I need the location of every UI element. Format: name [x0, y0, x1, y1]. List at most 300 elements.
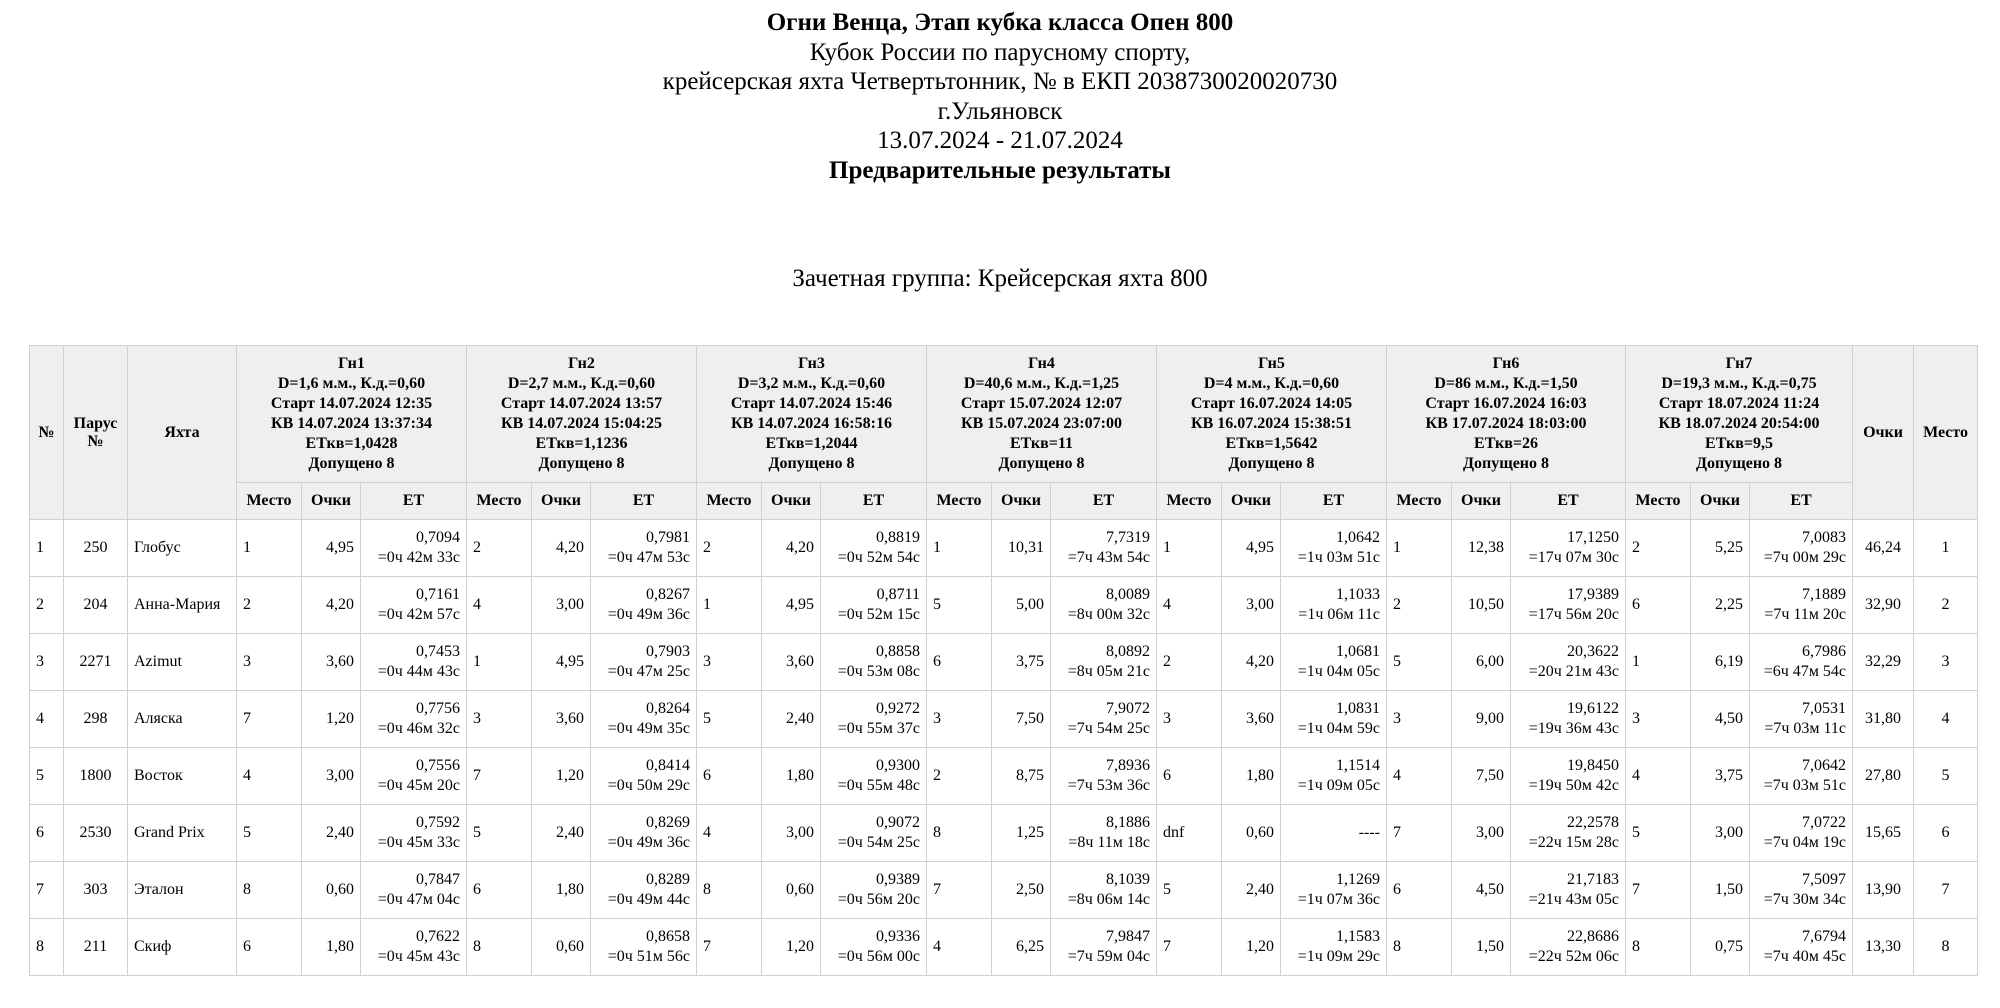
race-7-etkv: ЕТкв=9,5	[1705, 435, 1773, 452]
race-et	[361, 919, 467, 976]
race-points: 3,75	[1691, 748, 1750, 805]
race-5-admitted: Допущено 8	[1228, 455, 1315, 472]
race-et	[1051, 919, 1157, 976]
et-value: 17,1250	[1567, 529, 1619, 546]
race-place: 3	[1387, 691, 1452, 748]
race-6-points-subheader: Очки	[1452, 483, 1511, 520]
race-et	[361, 748, 467, 805]
race-7-kv: КВ 18.07.2024 20:54:00	[1658, 415, 1820, 432]
race-points: 3,75	[992, 634, 1051, 691]
race-header-4	[927, 346, 1157, 483]
race-4-start: Старт 15.07.2024 12:07	[960, 395, 1123, 412]
race-points: 1,20	[302, 691, 361, 748]
et-time: =7ч 00м 29с	[1763, 549, 1847, 566]
race-points: 4,95	[762, 577, 821, 634]
race-5-points-subheader: Очки	[1222, 483, 1281, 520]
race-points: 4,20	[762, 520, 821, 577]
et-value: 22,8686	[1567, 928, 1619, 945]
event-dates: 13.07.2024 - 21.07.2024	[877, 127, 1123, 154]
race-7-name: Гн7	[1725, 355, 1753, 372]
row-number: 3	[30, 634, 64, 691]
et-value: 1,0642	[1336, 529, 1380, 546]
race-4-etkv: ЕТкв=11	[1009, 435, 1074, 452]
et-value: 8,1039	[1106, 871, 1150, 888]
race-4-d: D=40,6 м.м., К.д.=1,25	[963, 375, 1120, 392]
et-time: =0ч 51м 56с	[607, 948, 690, 965]
et-value: 0,7453	[416, 643, 460, 660]
race-4-points-subheader: Очки	[992, 483, 1051, 520]
yacht-name: Azimut	[128, 634, 237, 691]
et-time: =7ч 03м 51с	[1763, 777, 1847, 794]
race-3-etkv: ЕТкв=1,2044	[765, 435, 858, 452]
et-value: 1,0831	[1336, 700, 1380, 717]
sail-number: 303	[64, 862, 128, 919]
race-et	[821, 748, 927, 805]
race-header-6	[1387, 346, 1626, 483]
race-2-d: D=2,7 м.м., К.д.=0,60	[507, 375, 656, 392]
col-yacht-header: Яхта	[128, 346, 237, 520]
col-sail-header-line2: №	[87, 432, 104, 450]
race-points: 3,60	[762, 634, 821, 691]
et-value: 0,8269	[646, 814, 690, 831]
yacht-name: Восток	[128, 748, 237, 805]
race-et	[1750, 805, 1853, 862]
race-et	[1750, 577, 1853, 634]
race-points: 4,95	[302, 520, 361, 577]
et-value: 0,7981	[646, 529, 690, 546]
et-time: =8ч 00м 32с	[1067, 606, 1150, 623]
race-place: 7	[1387, 805, 1452, 862]
et-time: =0ч 54м 25с	[837, 834, 920, 851]
race-et	[1511, 577, 1626, 634]
race-points: 0,60	[302, 862, 361, 919]
sail-number: 211	[64, 919, 128, 976]
col-number-header: №	[30, 346, 64, 520]
race-place: 3	[697, 634, 762, 691]
table-row	[30, 748, 1978, 805]
et-time: =7ч 11м 20с	[1764, 606, 1847, 623]
event-class: крейсерская яхта Четвертьтонник, № в ЕКП 2038730020020730	[662, 68, 1338, 95]
race-points: 2,25	[1691, 577, 1750, 634]
race-5-place-subheader: Место	[1157, 483, 1222, 520]
et-value: 7,1889	[1802, 586, 1847, 603]
race-et	[821, 919, 927, 976]
final-place: 8	[1914, 919, 1978, 976]
race-points: 1,20	[1222, 919, 1281, 976]
et-value: 0,9300	[876, 757, 920, 774]
et-value: 0,7094	[416, 529, 460, 546]
race-6-start: Старт 16.07.2024 16:03	[1425, 395, 1587, 412]
et-value: 7,0083	[1802, 529, 1847, 546]
et-value: 0,9336	[876, 928, 920, 945]
et-value: 0,7756	[416, 700, 460, 717]
race-place: 4	[467, 577, 532, 634]
race-place: 1	[1157, 520, 1222, 577]
race-et	[1051, 862, 1157, 919]
et-time: =19ч 36м 43с	[1528, 720, 1619, 737]
race-4-admitted: Допущено 8	[998, 455, 1085, 472]
report-header	[0, 0, 2000, 185]
race-points: 1,80	[1222, 748, 1281, 805]
et-value: 0,7847	[416, 871, 460, 888]
race-points: 2,40	[302, 805, 361, 862]
race-2-admitted: Допущено 8	[538, 455, 625, 472]
race-et	[1051, 805, 1157, 862]
race-et	[1281, 577, 1387, 634]
et-value: 1,1583	[1336, 928, 1380, 945]
total-points: 32,29	[1853, 634, 1914, 691]
et-time: =1ч 07м 36с	[1297, 891, 1380, 908]
race-et	[1281, 634, 1387, 691]
race-2-name: Гн2	[568, 355, 595, 372]
col-final-place-header: Место	[1914, 346, 1978, 520]
race-place: 3	[237, 634, 302, 691]
race-place: 6	[697, 748, 762, 805]
et-time: =0ч 47м 25с	[607, 663, 690, 680]
race-1-d: D=1,6 м.м., К.д.=0,60	[277, 375, 426, 392]
race-1-name: Гн1	[338, 355, 365, 372]
race-et	[821, 520, 927, 577]
et-time: =7ч 53м 36с	[1067, 777, 1150, 794]
et-time: =0ч 50м 29с	[607, 777, 690, 794]
et-value: 8,0089	[1106, 586, 1150, 603]
et-time: =7ч 30м 34с	[1763, 891, 1847, 908]
et-time: =6ч 47м 54с	[1763, 663, 1847, 680]
race-points: 3,00	[1691, 805, 1750, 862]
race-points: 1,50	[1691, 862, 1750, 919]
race-place: 3	[1626, 691, 1691, 748]
race-et	[1750, 691, 1853, 748]
race-points: 1,20	[762, 919, 821, 976]
race-5-et-subheader: ЕТ	[1281, 483, 1387, 520]
race-et	[591, 748, 697, 805]
race-place: 7	[927, 862, 992, 919]
race-points: 3,00	[762, 805, 821, 862]
event-city: г.Ульяновск	[937, 97, 1063, 125]
race-6-kv: КВ 17.07.2024 18:03:00	[1425, 415, 1587, 432]
race-et	[591, 862, 697, 919]
race-points: 4,20	[1222, 634, 1281, 691]
race-place: 5	[927, 577, 992, 634]
yacht-name: Аляска	[128, 691, 237, 748]
total-points: 32,90	[1853, 577, 1914, 634]
race-3-admitted: Допущено 8	[768, 455, 855, 472]
race-3-et-subheader: ЕТ	[821, 483, 927, 520]
race-place: 6	[467, 862, 532, 919]
race-2-et-subheader: ЕТ	[591, 483, 697, 520]
race-et	[591, 634, 697, 691]
race-et	[1511, 634, 1626, 691]
results-status: Предварительные результаты	[829, 156, 1171, 184]
et-value: 0,8289	[646, 871, 690, 888]
sail-number: 2271	[64, 634, 128, 691]
race-et	[591, 919, 697, 976]
race-4-name: Гн4	[1028, 355, 1055, 372]
col-total-points-header: Очки	[1853, 346, 1914, 520]
race-place: 8	[467, 919, 532, 976]
et-time: =8ч 11м 18с	[1068, 834, 1150, 851]
et-value: 0,7903	[646, 643, 690, 660]
race-et	[361, 691, 467, 748]
row-number: 8	[30, 919, 64, 976]
race-points: 6,00	[1452, 634, 1511, 691]
race-points: 1,25	[992, 805, 1051, 862]
final-place: 1	[1914, 520, 1978, 577]
race-place: 6	[927, 634, 992, 691]
race-et	[1051, 577, 1157, 634]
et-value: 7,6794	[1802, 928, 1847, 945]
race-et	[1511, 805, 1626, 862]
race-points: 1,20	[532, 748, 591, 805]
et-time: =0ч 42м 57с	[377, 606, 460, 623]
et-time: =0ч 56м 20с	[837, 891, 920, 908]
race-place: 8	[1626, 919, 1691, 976]
total-points: 13,30	[1853, 919, 1914, 976]
race-points: 7,50	[1452, 748, 1511, 805]
race-points: 6,25	[992, 919, 1051, 976]
race-et	[1750, 634, 1853, 691]
race-5-etkv: ЕТкв=1,5642	[1225, 435, 1318, 452]
race-points: 4,50	[1691, 691, 1750, 748]
race-points: 6,19	[1691, 634, 1750, 691]
et-time: =0ч 49м 36с	[607, 606, 690, 623]
race-et	[361, 520, 467, 577]
race-place: 5	[697, 691, 762, 748]
race-7-d: D=19,3 м.м., К.д.=0,75	[1661, 375, 1817, 392]
race-header-1	[237, 346, 467, 483]
et-value: 0,7556	[416, 757, 460, 774]
race-et	[1051, 634, 1157, 691]
race-4-et-subheader: ЕТ	[1051, 483, 1157, 520]
et-time: =7ч 03м 11с	[1764, 720, 1847, 737]
et-time: =8ч 05м 21с	[1067, 663, 1150, 680]
race-place: 8	[237, 862, 302, 919]
et-value: 0,8264	[646, 700, 690, 717]
race-place: 1	[697, 577, 762, 634]
race-place: 6	[1387, 862, 1452, 919]
race-et	[1511, 862, 1626, 919]
race-7-start: Старт 18.07.2024 11:24	[1658, 395, 1820, 412]
race-points: 2,40	[532, 805, 591, 862]
et-time: =0ч 47м 04с	[377, 891, 460, 908]
race-points: 0,60	[532, 919, 591, 976]
subheader-row	[30, 483, 1978, 520]
race-et	[1511, 691, 1626, 748]
yacht-name: Эталон	[128, 862, 237, 919]
race-et	[821, 691, 927, 748]
table-row	[30, 919, 1978, 976]
et-value: 0,7161	[416, 586, 460, 603]
race-place: 3	[927, 691, 992, 748]
et-time: =0ч 55м 37с	[837, 720, 920, 737]
table-row	[30, 691, 1978, 748]
race-et	[361, 634, 467, 691]
race-points: 4,20	[532, 520, 591, 577]
race-7-points-subheader: Очки	[1691, 483, 1750, 520]
race-2-place-subheader: Место	[467, 483, 532, 520]
et-time: =8ч 06м 14с	[1067, 891, 1150, 908]
race-points: 5,25	[1691, 520, 1750, 577]
race-points: 0,60	[762, 862, 821, 919]
race-3-place-subheader: Место	[697, 483, 762, 520]
et-value: 22,2578	[1567, 814, 1619, 831]
race-points: 3,00	[1452, 805, 1511, 862]
race-points: 8,75	[992, 748, 1051, 805]
total-points: 13,90	[1853, 862, 1914, 919]
et-value: 8,1886	[1106, 814, 1150, 831]
sail-number: 2530	[64, 805, 128, 862]
et-time: =7ч 54м 25с	[1067, 720, 1150, 737]
et-time: =0ч 53м 08с	[837, 663, 920, 680]
et-value: 7,9847	[1106, 928, 1150, 945]
final-place: 6	[1914, 805, 1978, 862]
et-time: =7ч 40м 45с	[1763, 948, 1847, 965]
race-et	[591, 577, 697, 634]
race-6-name: Гн6	[1492, 355, 1520, 372]
race-place: 7	[1626, 862, 1691, 919]
row-number: 7	[30, 862, 64, 919]
et-value: 1,0681	[1336, 643, 1380, 660]
et-value: 8,0892	[1106, 643, 1150, 660]
final-place: 5	[1914, 748, 1978, 805]
race-points: 1,80	[532, 862, 591, 919]
et-value: 1,1514	[1336, 757, 1380, 774]
row-number: 1	[30, 520, 64, 577]
race-place: dnf	[1157, 805, 1222, 862]
race-points: 2,40	[1222, 862, 1281, 919]
et-time: =1ч 04м 05с	[1297, 663, 1380, 680]
col-sail-header	[64, 346, 128, 520]
et-time: =7ч 43м 54с	[1067, 549, 1150, 566]
et-time: =0ч 42м 33с	[377, 549, 460, 566]
race-7-place-subheader: Место	[1626, 483, 1691, 520]
race-points: 3,60	[302, 634, 361, 691]
race-et	[1750, 919, 1853, 976]
et-time: =0ч 52м 54с	[837, 549, 920, 566]
race-4-kv: КВ 15.07.2024 23:07:00	[961, 415, 1122, 432]
et-value: 17,9389	[1567, 586, 1619, 603]
race-3-start: Старт 14.07.2024 15:46	[730, 395, 893, 412]
event-title: Огни Венца, Этап кубка класса Опен 800	[766, 9, 1234, 36]
et-value: ----	[1358, 824, 1380, 841]
race-5-name: Гн5	[1258, 355, 1285, 372]
race-2-kv: КВ 14.07.2024 15:04:25	[501, 415, 662, 432]
et-value: 1,1269	[1336, 871, 1380, 888]
race-5-start: Старт 16.07.2024 14:05	[1190, 395, 1353, 412]
race-et	[1051, 748, 1157, 805]
race-et	[821, 862, 927, 919]
et-time: =0ч 55м 48с	[837, 777, 920, 794]
et-time: =1ч 09м 05с	[1297, 777, 1380, 794]
et-value: 7,0722	[1802, 814, 1847, 831]
race-points: 5,00	[992, 577, 1051, 634]
race-place: 2	[1626, 520, 1691, 577]
et-time: =0ч 44м 43с	[377, 663, 460, 680]
et-value: 0,8858	[876, 643, 920, 660]
race-place: 2	[927, 748, 992, 805]
total-points: 15,65	[1853, 805, 1914, 862]
et-value: 19,8450	[1567, 757, 1619, 774]
event-subtitle: Кубок России по парусному спорту,	[809, 38, 1191, 66]
race-place: 8	[1387, 919, 1452, 976]
race-points: 1,80	[762, 748, 821, 805]
race-place: 1	[467, 634, 532, 691]
race-points: 10,50	[1452, 577, 1511, 634]
sail-number: 250	[64, 520, 128, 577]
row-number: 5	[30, 748, 64, 805]
et-time: =17ч 56м 20с	[1528, 606, 1619, 623]
table-row	[30, 805, 1978, 862]
race-place: 8	[927, 805, 992, 862]
et-value: 20,3622	[1567, 643, 1619, 660]
et-time: =1ч 03м 51с	[1297, 549, 1380, 566]
et-time: =21ч 43м 05с	[1528, 891, 1619, 908]
race-header-3	[697, 346, 927, 483]
row-number: 4	[30, 691, 64, 748]
race-1-points-subheader: Очки	[302, 483, 361, 520]
race-et	[1750, 520, 1853, 577]
race-points: 4,50	[1452, 862, 1511, 919]
race-place: 6	[1626, 577, 1691, 634]
et-value: 0,8658	[646, 928, 690, 945]
race-et	[361, 805, 467, 862]
et-value: 0,8414	[646, 757, 690, 774]
et-value: 0,8267	[646, 586, 690, 603]
race-place: 8	[697, 862, 762, 919]
yacht-name: Глобус	[128, 520, 237, 577]
race-et	[591, 691, 697, 748]
header-row	[30, 346, 1978, 483]
race-place: 4	[927, 919, 992, 976]
et-time: =0ч 49м 35с	[607, 720, 690, 737]
race-4-place-subheader: Место	[927, 483, 992, 520]
race-et	[591, 520, 697, 577]
race-place: 6	[1157, 748, 1222, 805]
race-place: 7	[237, 691, 302, 748]
race-place: 1	[1626, 634, 1691, 691]
race-place: 2	[697, 520, 762, 577]
race-place: 3	[467, 691, 532, 748]
results-table	[29, 345, 1978, 976]
race-7-et-subheader: ЕТ	[1750, 483, 1853, 520]
race-et	[1511, 748, 1626, 805]
race-et	[1281, 748, 1387, 805]
race-points: 0,75	[1691, 919, 1750, 976]
race-et	[821, 577, 927, 634]
race-et	[1750, 748, 1853, 805]
race-3-d: D=3,2 м.м., К.д.=0,60	[737, 375, 886, 392]
sail-number: 298	[64, 691, 128, 748]
et-time: =0ч 45м 43с	[377, 948, 460, 965]
et-value: 7,7319	[1106, 529, 1150, 546]
race-et	[1281, 862, 1387, 919]
race-2-points-subheader: Очки	[532, 483, 591, 520]
race-place: 5	[1387, 634, 1452, 691]
race-et	[1281, 520, 1387, 577]
race-et	[361, 862, 467, 919]
et-time: =19ч 50м 42с	[1528, 777, 1619, 794]
et-time: =0ч 52м 15с	[837, 606, 920, 623]
race-7-admitted: Допущено 8	[1695, 455, 1783, 472]
row-number: 6	[30, 805, 64, 862]
table-row	[30, 634, 1978, 691]
race-place: 5	[1157, 862, 1222, 919]
race-place: 7	[697, 919, 762, 976]
race-points: 3,60	[532, 691, 591, 748]
yacht-name: Анна-Мария	[128, 577, 237, 634]
final-place: 7	[1914, 862, 1978, 919]
table-row	[30, 577, 1978, 634]
